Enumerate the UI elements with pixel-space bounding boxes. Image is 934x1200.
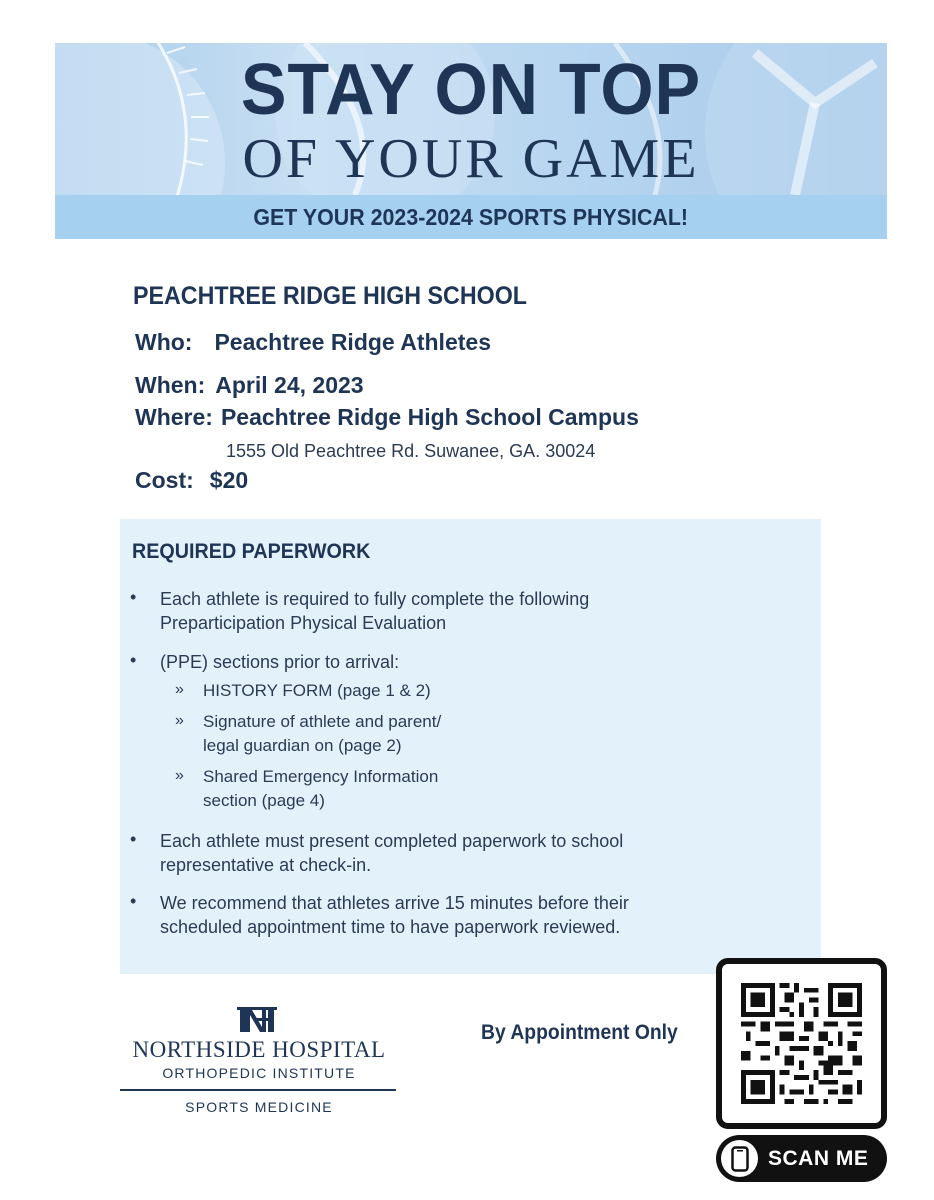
where-label: Where: — [135, 404, 213, 430]
list-item-line: scheduled appointment time to have paperwork reviewed. — [160, 917, 621, 937]
sub-bullet-marker: » — [175, 681, 184, 698]
appointment-note: By Appointment Only — [481, 1021, 678, 1044]
address: 1555 Old Peachtree Rd. Suwanee, GA. 30024 — [226, 441, 596, 461]
logo-name: NORTHSIDE HOSPITAL — [132, 1037, 386, 1062]
cost-value: $20 — [209, 467, 249, 493]
scan-me-label: SCAN ME — [768, 1146, 869, 1170]
sub-list-item — [203, 710, 441, 758]
who-value: Peachtree Ridge Athletes — [214, 329, 491, 355]
list-item-line: Preparticipation Physical Evaluation — [160, 613, 447, 633]
sub-list-item — [203, 765, 438, 813]
logo-institute: ORTHOPEDIC INSTITUTE — [162, 1065, 356, 1081]
bullet-marker: • — [130, 891, 137, 911]
banner-subtitle: GET YOUR 2023-2024 SPORTS PHYSICAL! — [253, 203, 689, 230]
sub-list-item-line: Signature of athlete and parent/ — [203, 712, 442, 731]
northside-monogram-icon — [236, 1005, 278, 1033]
qr-code-icon — [741, 983, 862, 1104]
where-value: Peachtree Ridge High School Campus — [220, 404, 639, 430]
northside-hospital-logo — [118, 1005, 400, 1123]
list-item-line: (PPE) sections prior to arrival: — [160, 652, 400, 672]
sub-bullet-marker: » — [175, 712, 184, 729]
banner-headline: STAY ON TOP — [240, 50, 702, 130]
bullet-marker: • — [130, 650, 137, 670]
logo-divider — [120, 1089, 396, 1091]
list-item — [160, 587, 589, 635]
who-label: Who: — [135, 329, 193, 355]
scan-me-badge — [716, 1135, 887, 1182]
list-item — [160, 650, 399, 674]
school-name: PEACHTREE RIDGE HIGH SCHOOL — [133, 282, 528, 310]
sub-list-item-line: Shared Emergency Information — [203, 767, 439, 786]
list-item-line: Each athlete is required to fully complete the following — [160, 589, 590, 609]
bullet-marker: • — [130, 829, 137, 849]
sub-list-item — [203, 679, 431, 703]
where-row — [135, 404, 639, 431]
banner-headline-secondary: OF YOUR GAME — [242, 128, 700, 190]
required-paperwork-panel — [120, 519, 821, 974]
list-item-line: We recommend that athletes arrive 15 minutes before their — [160, 893, 629, 913]
sub-list-item-line: HISTORY FORM (page 1 & 2) — [203, 681, 431, 700]
list-item — [160, 891, 629, 939]
header-banner — [55, 43, 887, 239]
list-item-line: representative at check-in. — [160, 855, 372, 875]
sub-bullet-marker: » — [175, 767, 184, 784]
list-item-line: Each athlete must present completed paperwork to school — [160, 831, 624, 851]
banner-subtitle-strip — [55, 195, 887, 239]
phone-badge-circle — [721, 1140, 758, 1177]
sub-list-item-line: legal guardian on (page 2) — [203, 736, 402, 755]
list-item — [160, 829, 623, 877]
qr-code[interactable] — [716, 958, 887, 1129]
when-label: When: — [135, 372, 206, 398]
logo-department: SPORTS MEDICINE — [185, 1099, 333, 1115]
smartphone-icon — [731, 1146, 749, 1172]
paperwork-title: REQUIRED PAPERWORK — [132, 540, 371, 563]
cost-label: Cost: — [135, 467, 194, 493]
when-value: April 24, 2023 — [215, 372, 364, 398]
cost-row — [135, 467, 248, 494]
bullet-marker: • — [130, 587, 137, 607]
who-row — [135, 329, 491, 356]
sub-list-item-line: section (page 4) — [203, 791, 325, 810]
when-row — [135, 372, 364, 399]
